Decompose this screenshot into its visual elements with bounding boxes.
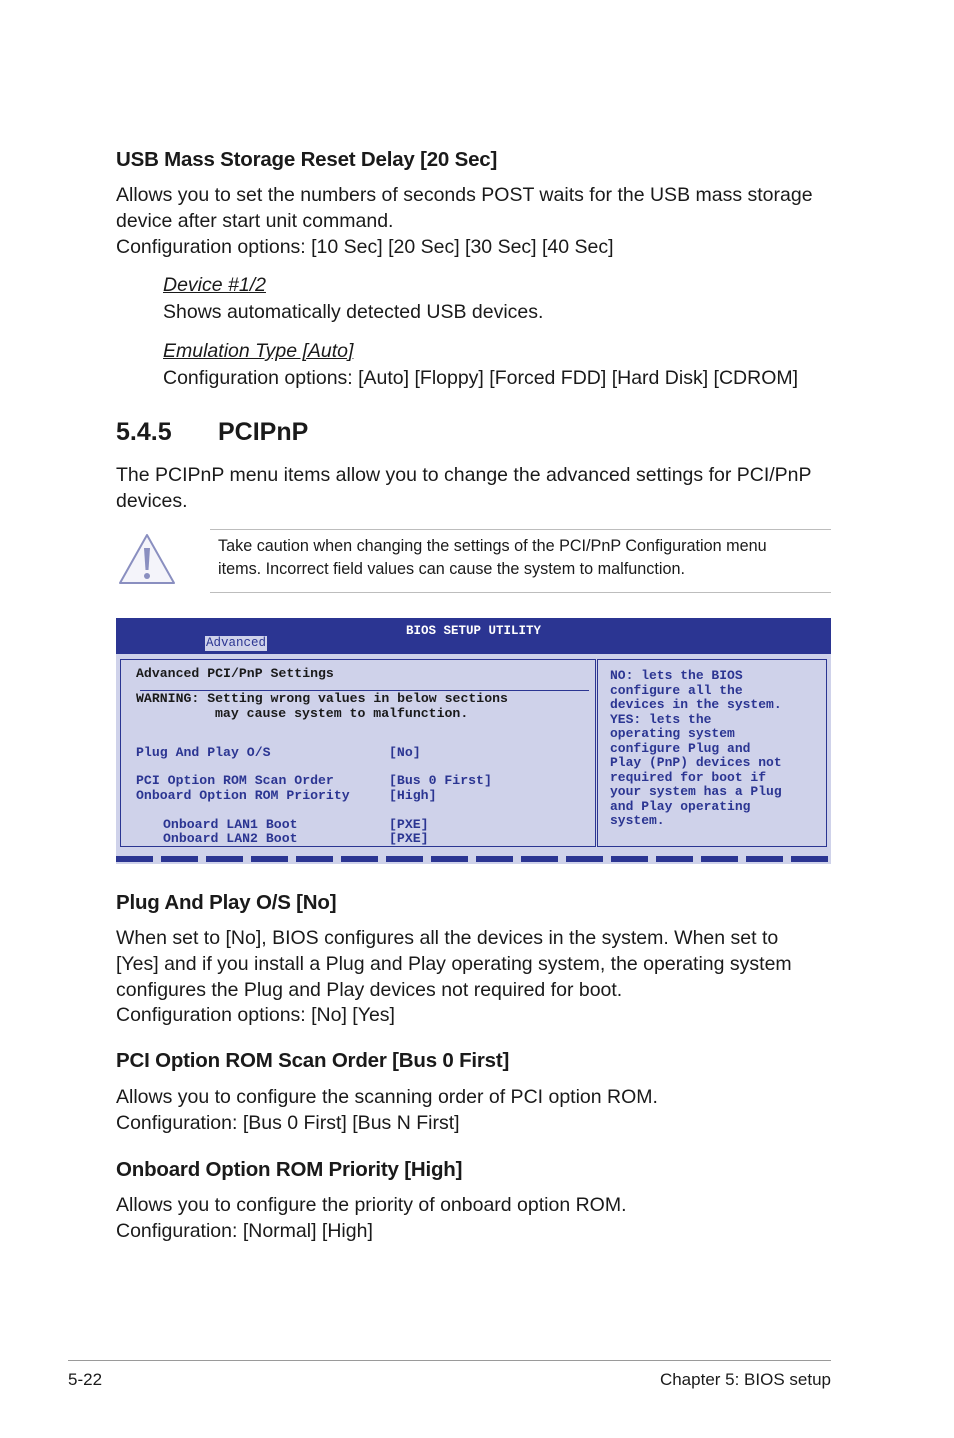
scan-order-options: Configuration: [Bus 0 First] [Bus N First]: [116, 1112, 460, 1134]
section-title: PCIPnP: [218, 418, 309, 446]
caution-line2: items. Incorrect field values can cause the system to malfunction.: [218, 560, 685, 578]
pnp-os-heading: Plug And Play O/S [No]: [116, 891, 337, 914]
bios-item-plug-and-play-value[interactable]: [No]: [389, 745, 421, 760]
footer-chapter: Chapter 5: BIOS setup: [659, 1370, 831, 1389]
rom-priority-heading: Onboard Option ROM Priority [High]: [116, 1158, 463, 1181]
footer-page-number: 5-22: [68, 1370, 103, 1389]
rom-priority-options: Configuration: [Normal] [High]: [116, 1220, 373, 1242]
bios-item-lan1-label[interactable]: Onboard LAN1 Boot: [163, 817, 298, 832]
section-intro-line1: The PCIPnP menu items allow you to change the advanced settings for PCI/PnP: [116, 464, 812, 486]
usb-reset-options: Configuration options: [10 Sec] [20 Sec] [30 Sec] [40 Sec]: [116, 236, 614, 258]
bios-bottom-dashes: [116, 856, 831, 862]
usb-reset-line1: Allows you to set the numbers of seconds POST waits for the USB mass storage: [116, 184, 813, 206]
caution-top-rule: [210, 529, 831, 530]
emulation-subheading: Emulation Type [Auto]: [163, 340, 354, 362]
bios-title: BIOS SETUP UTILITY: [405, 624, 542, 638]
rom-priority-line1: Allows you to configure the priority of onboard option ROM.: [116, 1194, 627, 1216]
bios-title-bar: [116, 618, 831, 654]
bios-item-lan1-value[interactable]: [PXE]: [389, 817, 429, 832]
pnp-os-line1: When set to [No], BIOS configures all the devices in the system. When set to: [116, 927, 779, 949]
bios-item-plug-and-play-label[interactable]: Plug And Play O/S: [136, 745, 271, 760]
bios-settings-panel: [120, 659, 596, 847]
bios-panel-title: Advanced PCI/PnP Settings: [136, 666, 334, 681]
bios-item-scan-order-label[interactable]: PCI Option ROM Scan Order: [136, 773, 334, 788]
usb-reset-heading: USB Mass Storage Reset Delay [20 Sec]: [116, 148, 498, 171]
pnp-os-options: Configuration options: [No] [Yes]: [116, 1004, 395, 1026]
bios-item-lan2-value[interactable]: [PXE]: [389, 831, 429, 846]
bios-help-panel: [597, 659, 827, 847]
usb-reset-line2: device after start unit command.: [116, 210, 394, 232]
pnp-os-line2: [Yes] and if you install a Plug and Play operating system, the operating system: [116, 953, 792, 975]
section-number: 5.4.5: [116, 418, 172, 446]
bios-item-rom-priority-label[interactable]: Onboard Option ROM Priority: [136, 788, 350, 803]
bios-warning-line2: may cause system to malfunction.: [215, 706, 469, 721]
bios-warning-line1: WARNING: Setting wrong values in below sections: [136, 691, 508, 706]
pnp-os-line3: configures the Plug and Play devices not required for boot.: [116, 979, 623, 1001]
emulation-text: Configuration options: [Auto] [Floppy] [Forced FDD] [Hard Disk] [CDROM]: [163, 367, 799, 389]
device-subheading: Device #1/2: [163, 274, 266, 296]
caution-line1: Take caution when changing the settings of the PCI/PnP Configuration menu: [218, 537, 767, 555]
section-intro-line2: devices.: [116, 490, 188, 512]
bios-body: [116, 654, 831, 852]
footer-rule: [68, 1360, 831, 1361]
bios-screen: [116, 618, 831, 864]
bios-item-rom-priority-value[interactable]: [High]: [389, 788, 437, 803]
bios-item-lan2-label[interactable]: Onboard LAN2 Boot: [163, 831, 298, 846]
caution-icon: [117, 532, 177, 586]
scan-order-heading: PCI Option ROM Scan Order [Bus 0 First]: [116, 1049, 510, 1072]
bios-item-scan-order-value[interactable]: [Bus 0 First]: [389, 773, 492, 788]
scan-order-line1: Allows you to configure the scanning order of PCI option ROM.: [116, 1086, 658, 1108]
bios-tab-advanced[interactable]: Advanced: [206, 636, 267, 650]
bios-help-text: NO: lets the BIOS configure all the devices in the system. YES: lets the operating system configure Plug and Play (PnP) devices not required for boot if your system has a Plug and Play operating system.: [610, 668, 782, 828]
caution-bottom-rule: [210, 592, 831, 593]
device-text: Shows automatically detected USB devices.: [163, 301, 544, 323]
